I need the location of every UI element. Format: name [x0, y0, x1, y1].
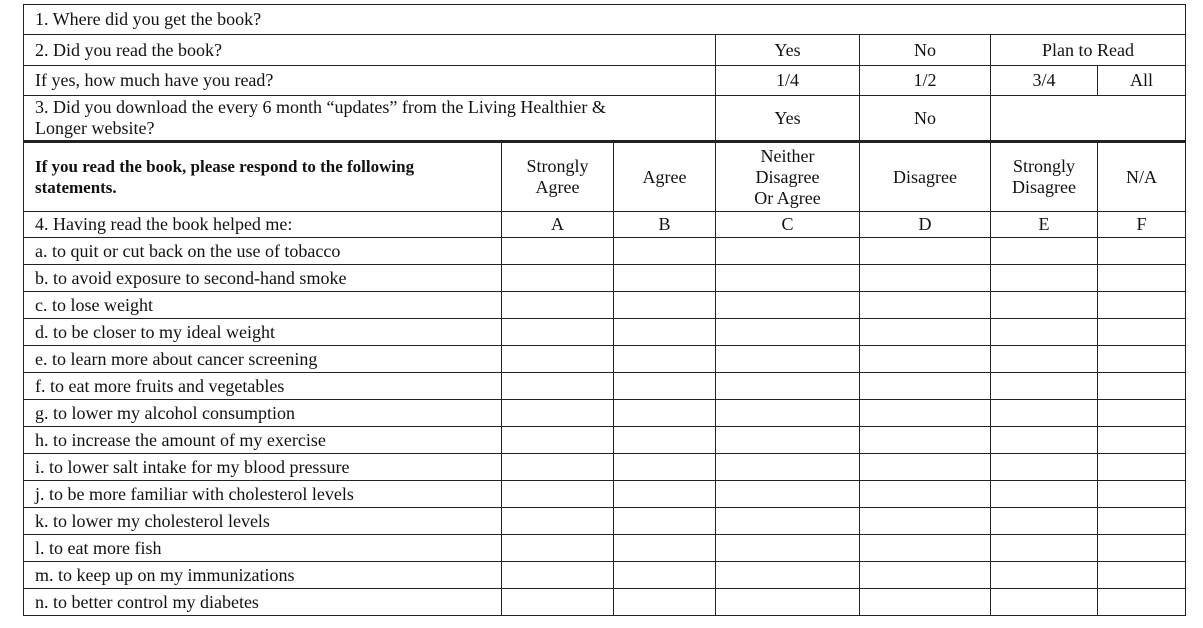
amount-three-quarters[interactable]: 3/4 — [991, 66, 1098, 96]
scale-na — [1098, 142, 1186, 212]
question-2-row — [24, 35, 1186, 66]
response-cell-strongly-disagree[interactable] — [991, 373, 1098, 400]
response-cell-strongly-agree[interactable] — [502, 265, 614, 292]
response-cell-agree[interactable] — [614, 562, 716, 589]
response-cell-agree[interactable] — [614, 454, 716, 481]
response-cell-agree[interactable] — [614, 346, 716, 373]
response-cell-agree[interactable] — [614, 265, 716, 292]
response-cell-neither[interactable] — [716, 508, 860, 535]
response-cell-na[interactable] — [1098, 508, 1186, 535]
statement-label: g. to lower my alcohol consumption — [24, 400, 502, 427]
question-2b-label: If yes, how much have you read? — [24, 66, 716, 96]
statement-label: j. to be more familiar with cholesterol levels — [24, 481, 502, 508]
statement-row — [24, 427, 1186, 454]
statement-row — [24, 589, 1186, 616]
response-cell-agree[interactable] — [614, 481, 716, 508]
scale-4-line-2: Disagree — [1012, 177, 1076, 197]
question-3-yes[interactable]: Yes — [716, 96, 860, 142]
question-2b-row — [24, 66, 1186, 96]
statement-label: m. to keep up on my immunizations — [24, 562, 502, 589]
response-cell-strongly-agree[interactable] — [502, 562, 614, 589]
response-cell-strongly-disagree[interactable] — [991, 481, 1098, 508]
scale-neither — [716, 142, 860, 212]
ratings-prompt — [24, 142, 502, 212]
response-cell-na[interactable] — [1098, 319, 1186, 346]
question-2-yes[interactable]: Yes — [716, 35, 860, 66]
response-cell-disagree[interactable] — [860, 346, 991, 373]
question-3-line-1: 3. Did you download the every 6 month “updates” from the Living Healthier & — [35, 97, 606, 117]
response-cell-neither[interactable] — [716, 589, 860, 616]
statement-label: d. to be closer to my ideal weight — [24, 319, 502, 346]
response-cell-strongly-agree[interactable] — [502, 454, 614, 481]
scale-5-line-1: N/A — [1126, 166, 1157, 187]
scale-3-line-1: Disagree — [893, 166, 957, 187]
response-cell-agree[interactable] — [614, 373, 716, 400]
response-cell-agree[interactable] — [614, 238, 716, 265]
statement-label: b. to avoid exposure to second-hand smoke — [24, 265, 502, 292]
response-cell-neither[interactable] — [716, 319, 860, 346]
ratings-header-row — [24, 142, 1186, 212]
statement-row — [24, 562, 1186, 589]
question-3-empty — [991, 96, 1186, 142]
statement-row — [24, 292, 1186, 319]
response-cell-disagree[interactable] — [860, 454, 991, 481]
scale-0-line-2: Agree — [535, 177, 580, 197]
scale-2-line-3: Or Agree — [754, 187, 821, 208]
response-cell-neither[interactable] — [716, 562, 860, 589]
scale-agree — [614, 142, 716, 212]
scale-disagree — [860, 142, 991, 212]
question-4-label: 4. Having read the book helped me: — [24, 212, 502, 238]
scale-2-line-1: Neither — [760, 145, 815, 166]
response-cell-disagree[interactable] — [860, 481, 991, 508]
question-2-plan-to-read[interactable]: Plan to Read — [991, 35, 1186, 66]
response-cell-na[interactable] — [1098, 481, 1186, 508]
statement-row — [24, 373, 1186, 400]
response-cell-neither[interactable] — [716, 292, 860, 319]
response-cell-neither[interactable] — [716, 400, 860, 427]
statement-label: a. to quit or cut back on the use of tobacco — [24, 238, 502, 265]
response-cell-strongly-disagree[interactable] — [991, 535, 1098, 562]
statement-row — [24, 508, 1186, 535]
amount-half[interactable]: 1/2 — [860, 66, 991, 96]
response-cell-agree[interactable] — [614, 508, 716, 535]
survey-table — [23, 4, 1186, 616]
letter-c: C — [716, 212, 860, 238]
response-cell-agree[interactable] — [614, 427, 716, 454]
amount-quarter[interactable]: 1/4 — [716, 66, 860, 96]
response-cell-strongly-disagree[interactable] — [991, 400, 1098, 427]
scale-0-line-1: Strongly — [526, 156, 589, 176]
response-cell-neither[interactable] — [716, 535, 860, 562]
response-cell-agree[interactable] — [614, 319, 716, 346]
statement-label: i. to lower salt intake for my blood pressure — [24, 454, 502, 481]
response-cell-na[interactable] — [1098, 562, 1186, 589]
response-cell-na[interactable] — [1098, 427, 1186, 454]
response-cell-agree[interactable] — [614, 400, 716, 427]
question-2-label: 2. Did you read the book? — [24, 35, 716, 66]
letter-f: F — [1098, 212, 1186, 238]
response-cell-agree[interactable] — [614, 589, 716, 616]
response-cell-strongly-agree[interactable] — [502, 238, 614, 265]
scale-4-line-1: Strongly — [1012, 156, 1075, 176]
statement-label: h. to increase the amount of my exercise — [24, 427, 502, 454]
response-cell-disagree[interactable] — [860, 292, 991, 319]
question-3-label — [24, 96, 716, 142]
statement-row — [24, 319, 1186, 346]
question-3-no[interactable]: No — [860, 96, 991, 142]
question-2-no[interactable]: No — [860, 35, 991, 66]
question-4-row — [24, 212, 1186, 238]
response-cell-na[interactable] — [1098, 373, 1186, 400]
statement-label: n. to better control my diabetes — [24, 589, 502, 616]
response-cell-neither[interactable] — [716, 346, 860, 373]
letter-e: E — [991, 212, 1098, 238]
response-cell-disagree[interactable] — [860, 589, 991, 616]
response-cell-disagree[interactable] — [860, 400, 991, 427]
response-cell-agree[interactable] — [614, 292, 716, 319]
response-cell-neither[interactable] — [716, 238, 860, 265]
statement-label: k. to lower my cholesterol levels — [24, 508, 502, 535]
response-cell-disagree[interactable] — [860, 562, 991, 589]
response-cell-na[interactable] — [1098, 238, 1186, 265]
response-cell-strongly-disagree[interactable] — [991, 265, 1098, 292]
statement-row — [24, 481, 1186, 508]
response-cell-agree[interactable] — [614, 535, 716, 562]
response-cell-strongly-disagree[interactable] — [991, 346, 1098, 373]
response-cell-strongly-disagree[interactable] — [991, 319, 1098, 346]
response-cell-na[interactable] — [1098, 589, 1186, 616]
response-cell-strongly-agree[interactable] — [502, 589, 614, 616]
scale-strongly-agree — [502, 142, 614, 212]
response-cell-disagree[interactable] — [860, 535, 991, 562]
response-cell-strongly-agree[interactable] — [502, 535, 614, 562]
response-cell-disagree[interactable] — [860, 427, 991, 454]
statement-row — [24, 265, 1186, 292]
statement-label: l. to eat more fish — [24, 535, 502, 562]
amount-all[interactable]: All — [1098, 66, 1186, 96]
statement-row — [24, 238, 1186, 265]
response-cell-neither[interactable] — [716, 427, 860, 454]
ratings-prompt-line-2: statements. — [35, 178, 117, 197]
response-cell-neither[interactable] — [716, 481, 860, 508]
response-cell-strongly-agree[interactable] — [502, 292, 614, 319]
ratings-prompt-line-1: If you read the book, please respond to the following — [35, 157, 415, 176]
response-cell-strongly-disagree[interactable] — [991, 454, 1098, 481]
response-cell-strongly-agree[interactable] — [502, 373, 614, 400]
response-cell-disagree[interactable] — [860, 508, 991, 535]
response-cell-strongly-agree[interactable] — [502, 400, 614, 427]
response-cell-na[interactable] — [1098, 346, 1186, 373]
question-1-row — [24, 5, 1186, 35]
statement-label: f. to eat more fruits and vegetables — [24, 373, 502, 400]
statement-label: e. to learn more about cancer screening — [24, 346, 502, 373]
response-cell-neither[interactable] — [716, 373, 860, 400]
response-cell-strongly-agree[interactable] — [502, 346, 614, 373]
question-3-row — [24, 96, 1186, 142]
question-3-line-2: Longer website? — [35, 118, 155, 138]
response-cell-strongly-agree[interactable] — [502, 481, 614, 508]
scale-strongly-disagree — [991, 142, 1098, 212]
response-cell-disagree[interactable] — [860, 319, 991, 346]
response-cell-disagree[interactable] — [860, 238, 991, 265]
statement-label: c. to lose weight — [24, 292, 502, 319]
response-cell-na[interactable] — [1098, 535, 1186, 562]
response-cell-strongly-disagree[interactable] — [991, 562, 1098, 589]
response-cell-na[interactable] — [1098, 265, 1186, 292]
response-cell-disagree[interactable] — [860, 265, 991, 292]
response-cell-na[interactable] — [1098, 400, 1186, 427]
response-cell-strongly-disagree[interactable] — [991, 508, 1098, 535]
response-cell-strongly-disagree[interactable] — [991, 238, 1098, 265]
scale-2-line-2: Disagree — [755, 166, 820, 187]
response-cell-strongly-agree[interactable] — [502, 508, 614, 535]
response-cell-strongly-disagree[interactable] — [991, 427, 1098, 454]
statement-row — [24, 346, 1186, 373]
response-cell-na[interactable] — [1098, 292, 1186, 319]
scale-1-line-1: Agree — [642, 166, 687, 187]
response-cell-neither[interactable] — [716, 265, 860, 292]
response-cell-strongly-disagree[interactable] — [991, 589, 1098, 616]
response-cell-strongly-disagree[interactable] — [991, 292, 1098, 319]
response-cell-neither[interactable] — [716, 454, 860, 481]
statement-row — [24, 535, 1186, 562]
response-cell-disagree[interactable] — [860, 373, 991, 400]
response-cell-na[interactable] — [1098, 454, 1186, 481]
response-cell-strongly-agree[interactable] — [502, 427, 614, 454]
letter-b: B — [614, 212, 716, 238]
question-1-label: 1. Where did you get the book? — [24, 5, 1186, 35]
letter-a: A — [502, 212, 614, 238]
statement-row — [24, 454, 1186, 481]
response-cell-strongly-agree[interactable] — [502, 319, 614, 346]
statement-row — [24, 400, 1186, 427]
letter-d: D — [860, 212, 991, 238]
